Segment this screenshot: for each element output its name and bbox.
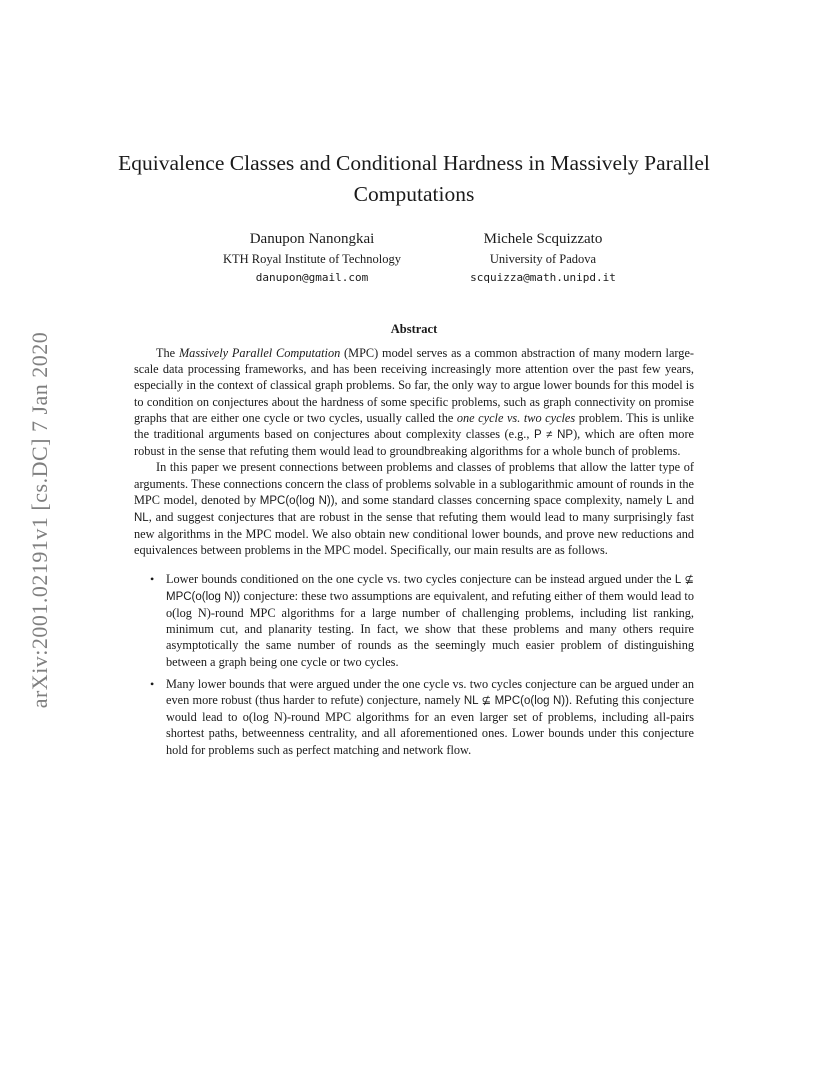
- abstract-heading: Abstract: [390, 322, 438, 336]
- text-run: ), which are often more robust in the sense that refuting them would lead to groundbreaking algorithms for a whole bunch of problems.: [134, 427, 694, 459]
- text-run: , and some standard classes concerning space complexity, namely: [334, 492, 667, 507]
- paper-title: Equivalence Classes and Conditional Hardness in Massively Parallel Computations: [118, 151, 710, 206]
- list-item: [134, 571, 694, 670]
- complexity-class-mpc: MPC(o(log N)): [259, 494, 335, 507]
- author-name: Danupon Nanongkai: [249, 231, 375, 247]
- author-1: [196, 229, 428, 286]
- arxiv-identifier-stamp: arXiv:2001.02191v1 [cs.DC] 7 Jan 2020: [27, 331, 52, 709]
- text-run: (MPC) model serves as a common abstraction of many modern large-scale data processing frameworks, and has been receiving increasingly more attention over the past few years, especially in the context of classical graph problems. So far, the only way to argue lower bounds for this model is to condition on conjectures about the hardness of some specific problems, such as graph connectivity on promise graphs that are either one cycle or two cycles, usually called the: [134, 346, 694, 425]
- text-run: Many lower bounds that were argued under the one cycle vs. two cycles conjecture can be argued under an even more robust (thus harder to refute) conjecture, namely: [166, 676, 694, 708]
- complexity-class-conjecture: L ⊈ MPC(o(log N)): [166, 573, 694, 603]
- author-name: Michele Scquizzato: [483, 231, 603, 247]
- text-run: . Refuting this conjecture would lead to o(log N)-round MPC algorithms for an even larger set of problems, including all-pairs shortest paths, betweenness centrality, and all aforementioned ones. Lower bounds under this conjecture hold for problems such as perfect matching and network flow.: [166, 693, 694, 757]
- complexity-class-p-np: P ≠ NP: [533, 429, 574, 442]
- text-run: Lower bounds conditioned on the one cycle vs. two cycles conjecture can be instead argued under the: [166, 571, 675, 586]
- author-institution: University of Padova: [489, 252, 597, 266]
- complexity-class-conjecture: NL ⊈ MPC(o(log N)): [463, 695, 569, 708]
- complexity-class-nl: NL: [134, 512, 149, 525]
- main-results-list: [134, 571, 694, 758]
- author-email: scquizza@math.unipd.it: [470, 271, 616, 284]
- bullet-icon: •: [150, 571, 155, 586]
- complexity-class-l: L: [666, 494, 673, 507]
- bullet-icon: •: [150, 676, 155, 691]
- text-run: conjecture: these two assumptions are equivalent, and refuting either of them would lead to o(log N)-round MPC algorithms for a large number of challenging problems, including list ranking, minimum cut, and planarity testing. In fact, we show that these problems and many others require asymptotically the same number of rounds as the seemingly much easier problem of distinguishing between a graph being one cycle or two cycles.: [166, 588, 694, 669]
- list-item: [134, 676, 694, 758]
- abstract-body: [134, 345, 694, 764]
- text-run: problem. This is unlike the traditional arguments based on conjectures about complexity classes (e.g.,: [134, 410, 695, 442]
- text-run: The: [156, 346, 179, 360]
- author-2: [453, 229, 633, 286]
- author-institution: KTH Royal Institute of Technology: [222, 252, 402, 266]
- emphasis-mpc: Massively Parallel Computation: [178, 346, 341, 360]
- abstract-paragraph-2: [134, 459, 694, 558]
- text-run: and: [672, 492, 694, 507]
- abstract-paragraph-1: [134, 345, 694, 459]
- author-email: danupon@gmail.com: [255, 271, 369, 284]
- emphasis-one-cycle: one cycle vs. two cycles: [456, 410, 576, 425]
- text-run: , and suggest conjectures that are robust in the sense that refuting them would lead to many surprisingly fast new algorithms in the MPC model. We also obtain new conditional lower bounds, and prove new reductions and equivalences between problems in the MPC model. Specifically, our main results are as follows.: [134, 510, 694, 558]
- text-run: In this paper we present connections between problems and classes of problems that allow the latter type of arguments. These connections concern the class of problems solvable in a sublogarithmic amount of rounds in the MPC model, denoted by: [134, 460, 694, 507]
